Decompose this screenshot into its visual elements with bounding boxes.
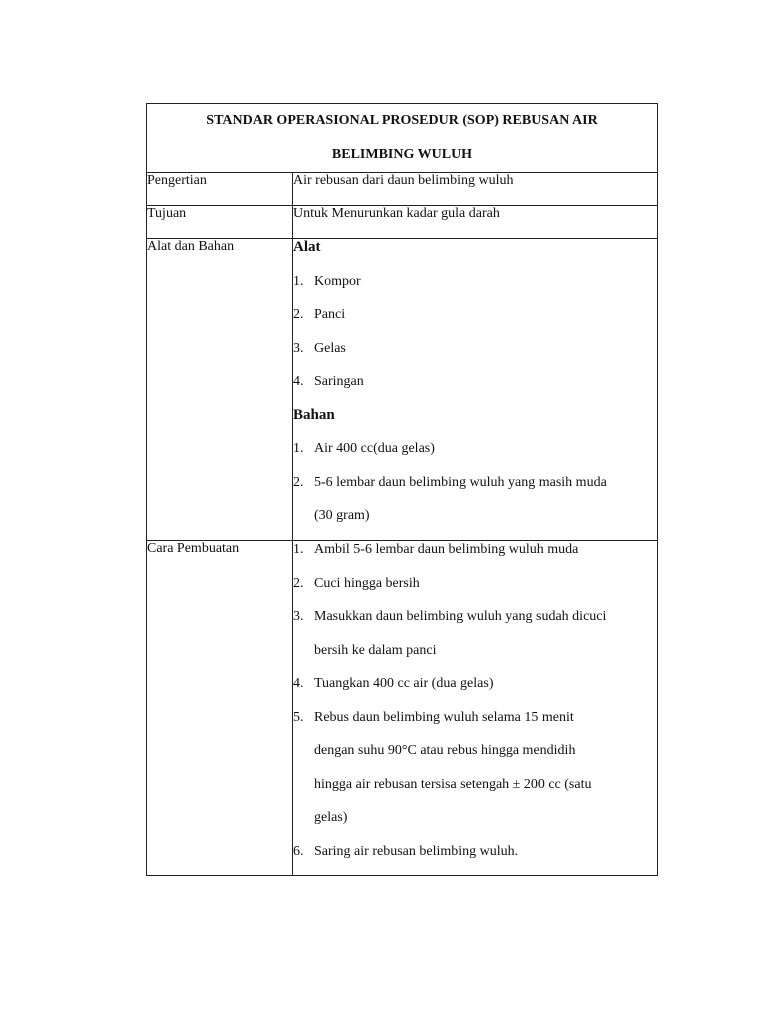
list-number: 3. (293, 609, 304, 624)
list-number: 2. (293, 575, 304, 591)
alat-bahan-content (293, 239, 658, 541)
list-item (293, 567, 657, 601)
list-item (293, 298, 657, 332)
list-item (293, 332, 657, 366)
pengertian-label: Pengertian (147, 173, 293, 206)
title-cell (147, 104, 658, 173)
tujuan-label: Tujuan (147, 206, 293, 239)
alat-bahan-row (147, 239, 658, 541)
title-row (147, 104, 658, 173)
list-number: 6. (293, 843, 304, 859)
list-item-text: Ambil 5-6 lembar daun belimbing wuluh muda (314, 542, 579, 557)
list-item-text: (30 gram) (314, 508, 370, 523)
list-item-text: Cuci hingga bersih (314, 575, 420, 591)
cara-list (293, 533, 657, 868)
list-item-text: Kompor (314, 273, 361, 289)
tujuan-value: Untuk Menurunkan kadar gula darah (293, 206, 658, 239)
list-number: 4. (293, 676, 304, 691)
cara-row (147, 541, 658, 876)
list-item-text: Rebus daun belimbing wuluh selama 15 menit (314, 709, 574, 725)
list-item-text: Tuangkan 400 cc air (dua gelas) (314, 676, 494, 691)
list-item (293, 432, 657, 466)
list-item-text: Saring air rebusan belimbing wuluh. (314, 843, 519, 859)
list-item (293, 600, 657, 667)
alat-bahan-label: Alat dan Bahan (147, 239, 293, 541)
list-number: 1. (293, 441, 304, 456)
list-item-text: gelas) (314, 810, 348, 825)
list-number: 1. (293, 273, 304, 289)
cara-content (293, 541, 658, 876)
list-number: 5. (293, 709, 304, 725)
bahan-list (293, 432, 657, 533)
list-item-text: Masukkan daun belimbing wuluh yang sudah dicuci (314, 609, 607, 624)
list-item-text: Saringan (314, 374, 364, 389)
list-number: 2. (293, 474, 304, 490)
title-line-1: STANDAR OPERASIONAL PROSEDUR (SOP) REBUSAN AIR (206, 113, 598, 128)
list-item-text: dengan suhu 90°C atau rebus hingga mendidih (314, 743, 576, 758)
list-item (293, 365, 657, 399)
list-item-text: hingga air rebusan tersisa setengah ± 200 cc (satu (314, 776, 592, 792)
pengertian-row (147, 173, 658, 206)
list-item-text: bersih ke dalam panci (314, 642, 437, 658)
alat-heading: Alat (293, 239, 321, 255)
list-item (293, 835, 657, 869)
alat-list (293, 265, 657, 399)
sop-table (146, 103, 658, 876)
bahan-heading: Bahan (293, 406, 335, 423)
list-number: 1. (293, 542, 304, 557)
list-item-text: 5-6 lembar daun belimbing wuluh yang masih muda (314, 474, 607, 490)
cara-label: Cara Pembuatan (147, 541, 293, 876)
title-line-2: BELIMBING WULUH (331, 147, 473, 162)
list-item (293, 667, 657, 701)
pengertian-value: Air rebusan dari daun belimbing wuluh (293, 173, 658, 206)
list-number: 4. (293, 374, 304, 389)
list-item-text: Air 400 cc(dua gelas) (314, 441, 435, 456)
list-item (293, 533, 657, 567)
list-item-text: Gelas (314, 340, 346, 356)
list-item (293, 701, 657, 835)
list-item (293, 265, 657, 299)
list-item-text: Panci (314, 307, 346, 322)
list-number: 2. (293, 307, 304, 322)
list-item (293, 466, 657, 533)
list-number: 3. (293, 340, 304, 356)
